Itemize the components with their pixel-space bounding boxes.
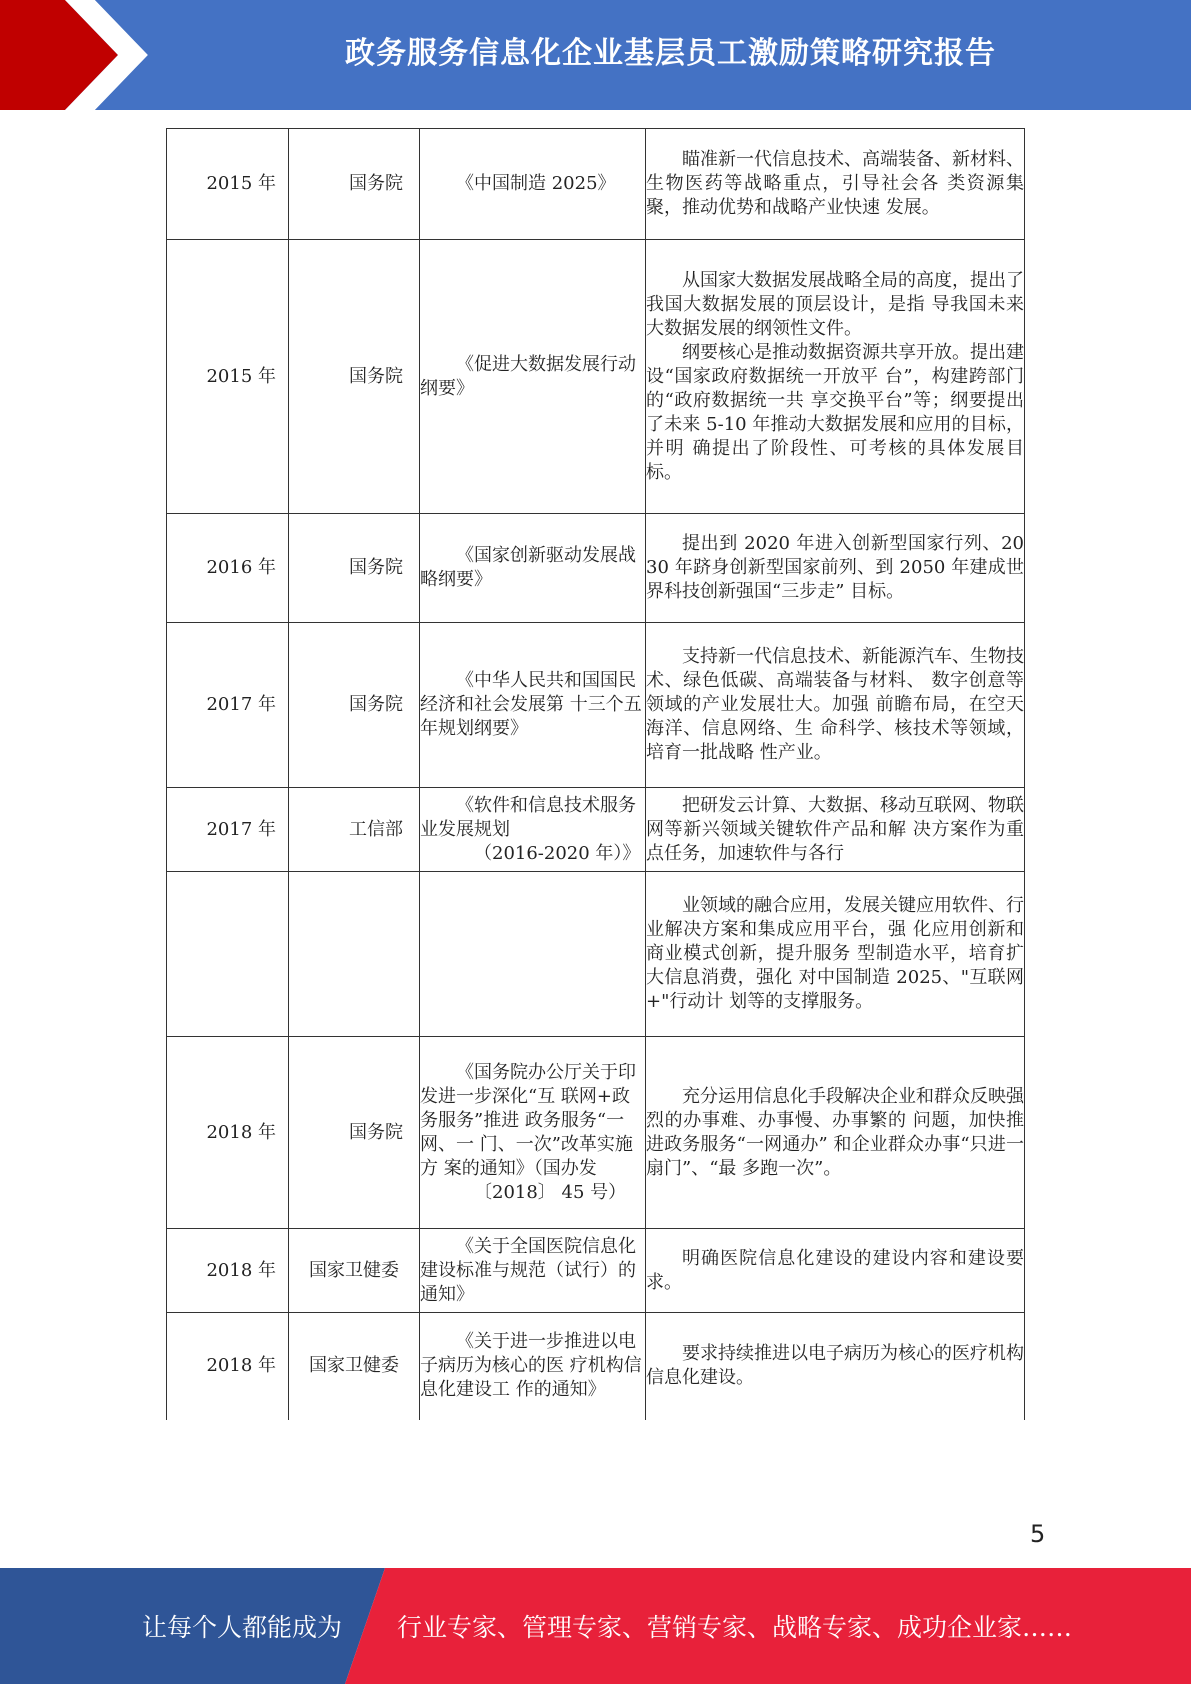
year-cell: 2016 年 [167, 514, 289, 623]
year-cell: 2018 年 [167, 1229, 289, 1313]
title-cell: 《中华人民共和国国民经济和社会发展第 十三个五年规划纲要》 [420, 623, 646, 788]
table-row [167, 240, 1025, 514]
title-text-docnum: 〔2018〕 45 号） [474, 1181, 627, 1203]
page-footer [0, 1568, 1191, 1684]
desc-paragraph: 要求持续推进以电子病历为核心的医疗机构信息化建设。 [646, 1343, 1024, 1389]
footer-slogan-right: 行业专家、管理专家、营销专家、战略专家、成功企业家…… [397, 1613, 1073, 1642]
year-cell: 2017 年 [167, 623, 289, 788]
table-row [167, 514, 1025, 623]
desc-cell [646, 1037, 1025, 1229]
year-cell [167, 872, 289, 1037]
page-header [0, 0, 1191, 110]
title-cell: 《关于进一步推进以电子病历为核心的医 疗机构信息化建设工 作的通知》 [420, 1313, 646, 1420]
year-cell: 2015 年 [167, 240, 289, 514]
org-cell: 国务院 [289, 514, 420, 623]
table-row [167, 623, 1025, 788]
year-cell: 2015 年 [167, 129, 289, 240]
document-title: 政务服务信息化企业基层员工激励策略研究报告 [345, 36, 996, 71]
table-row [167, 1037, 1025, 1229]
desc-paragraph: 从国家大数据发展战略全局的高度，提出了我国大数据发展的顶层设计，是指 导我国未来大数据发展的纲领性文件。 [646, 269, 1024, 339]
desc-cell [646, 129, 1025, 240]
desc-cell [646, 788, 1025, 872]
desc-cell [646, 1313, 1025, 1420]
title-cell: 《国家创新驱动发展战略纲要》 [420, 514, 646, 623]
title-cell: 《关于全国医院信息化建设标准与规范（试行）的通知》 [420, 1229, 646, 1313]
desc-paragraph: 纲要核心是推动数据资源共享开放。提出建设“国家政府数据统一开放平 台”，构建跨部门的“政府数据统一共 享交换平台”等；纲要提出了未来 5-10 年推动大数据发展和应用的目标，并明 确提出了阶段性、可考核的具体发展目 标。 [646, 341, 1024, 483]
desc-paragraph: 支持新一代信息技术、新能源汽车、生物技术、绿色低碳、高端装备与材料、 数字创意等领域的产业发展壮大。加强 前瞻布局，在空天海洋、信息网络、生 命科学、核技术等领域，培育一批战略 性产业。 [646, 646, 1024, 763]
table-row [167, 1313, 1025, 1420]
title-cell: 《促进大数据发展行动纲要》 [420, 240, 646, 514]
org-cell: 国务院 [289, 240, 420, 514]
org-cell: 国务院 [289, 129, 420, 240]
table-row [167, 1229, 1025, 1313]
policy-table [166, 128, 1025, 1420]
title-cell [420, 788, 646, 872]
table-row [167, 788, 1025, 872]
page-number: 5 [1030, 1520, 1046, 1548]
footer-slogan-left: 让每个人都能成为 [142, 1613, 343, 1642]
title-text: 《国务院办公厅关于印发进一步深化“互 联网+政务服务”推进 政务服务“一网、一 门、一次”改革实施方 案的通知》（国办发 [420, 1061, 636, 1179]
table-row [167, 872, 1025, 1037]
org-cell: 国家卫健委 [289, 1313, 420, 1420]
year-cell: 2018 年 [167, 1313, 289, 1420]
org-cell: 国务院 [289, 1037, 420, 1229]
desc-cell [646, 240, 1025, 514]
desc-cell [646, 872, 1025, 1037]
title-cell [420, 1037, 646, 1229]
year-cell: 2018 年 [167, 1037, 289, 1229]
desc-cell [646, 1229, 1025, 1313]
title-cell [420, 872, 646, 1037]
desc-paragraph: 明确医院信息化建设的建设内容和建设要求。 [646, 1247, 1024, 1293]
desc-paragraph: 充分运用信息化手段解决企业和群众反映强烈的办事难、办事慢、办事繁的 问题，加快推进政务服务“一网通办” 和企业群众办事“只进一扇门”、“最 多跑一次”。 [646, 1085, 1024, 1179]
org-cell [289, 872, 420, 1037]
desc-paragraph: 瞄准新一代信息技术、高端装备、新材料、生物医药等战略重点，引导社会各 类资源集聚，推动优势和战略产业快速 发展。 [646, 149, 1024, 218]
title-text: 《软件和信息技术服务业发展规划 [420, 794, 636, 840]
org-cell: 国家卫健委 [289, 1229, 420, 1313]
desc-cell [646, 514, 1025, 623]
year-cell: 2017 年 [167, 788, 289, 872]
desc-cell [646, 623, 1025, 788]
title-text-date: （2016-2020 年）》 [474, 842, 641, 864]
desc-paragraph: 把研发云计算、大数据、移动互联网、物联网等新兴领域关键软件产品和解 决方案作为重点任务，加速软件与各行 [646, 794, 1024, 864]
desc-paragraph: 业领域的融合应用，发展关键应用软件、行业解决方案和集成应用平台，强 化应用创新和商业模式创新，提升服务 型制造水平，培育扩大信息消费，强化 对中国制造 2025、"互联网+"行动计 划等的支撑服务。 [646, 895, 1024, 1012]
org-cell: 国务院 [289, 623, 420, 788]
org-cell: 工信部 [289, 788, 420, 872]
desc-paragraph: 提出到 2020 年进入创新型国家行列、2030 年跻身创新型国家前列、到 2050 年建成世界科技创新强国“三步走” 目标。 [646, 533, 1024, 602]
table-row [167, 129, 1025, 240]
title-cell: 《中国制造 2025》 [420, 129, 646, 240]
